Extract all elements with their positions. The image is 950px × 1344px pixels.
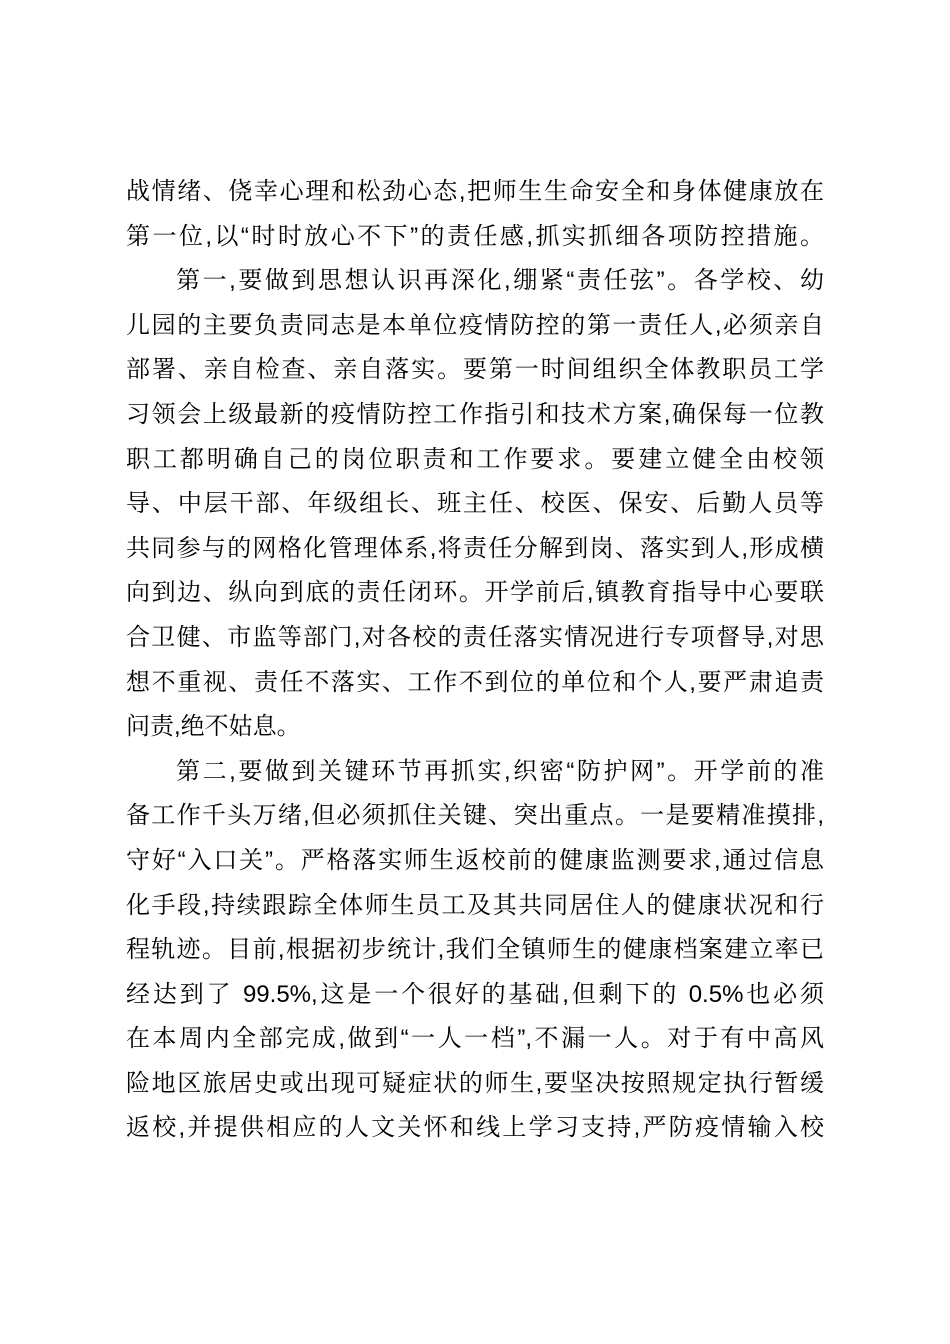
text-line: 想不重视、责任不落实、工作不到位的单位和个人,要严肃追责 (126, 668, 824, 696)
text-line: 经达到了 99.5%,这是一个很好的基础,但剩下的 0.5%也必须 (126, 980, 824, 1008)
text-line: 化手段,持续跟踪全体师生员工及其共同居住人的健康状况和行 (126, 891, 824, 919)
text-line: 习领会上级最新的疫情防控工作指引和技术方案,确保每一位教 (126, 400, 824, 428)
text-line: 第一,要做到思想认识再深化,绷紧“责任弦”。各学校、幼 (176, 267, 824, 295)
text-line: 导、中层干部、年级组长、班主任、校医、保安、后勤人员等 (126, 490, 824, 518)
text-line: 在本周内全部完成,做到“一人一档”,不漏一人。对于有中高风 (126, 1025, 824, 1053)
text-area (126, 170, 824, 1151)
text-line: 程轨迹。目前,根据初步统计,我们全镇师生的健康档案建立率已 (126, 936, 824, 964)
text-line: 合卫健、市监等部门,对各校的责任落实情况进行专项督导,对思 (126, 623, 824, 651)
text-line: 险地区旅居史或出现可疑症状的师生,要坚决按照规定执行暂缓 (126, 1069, 824, 1097)
text-line: 第一位,以“时时放心不下”的责任感,抓实抓细各项防控措施。 (126, 222, 824, 250)
text-line: 部署、亲自检查、亲自落实。要第一时间组织全体教职员工学 (126, 356, 824, 384)
text-line: 备工作千头万绪,但必须抓住关键、突出重点。一是要精准摸排, (126, 802, 824, 830)
text-line: 共同参与的网格化管理体系,将责任分解到岗、落实到人,形成横 (126, 534, 824, 562)
text-line: 守好“入口关”。严格落实师生返校前的健康监测要求,通过信息 (126, 846, 824, 874)
text-line: 向到边、纵向到底的责任闭环。开学前后,镇教育指导中心要联 (126, 579, 824, 607)
text-line: 第二,要做到关键环节再抓实,织密“防护网”。开学前的准 (176, 757, 824, 785)
text-line: 问责,绝不姑息。 (126, 713, 301, 741)
text-line: 战情绪、侥幸心理和松劲心态,把师生生命安全和身体健康放在 (126, 178, 824, 205)
text-line: 职工都明确自己的岗位职责和工作要求。要建立健全由校领 (126, 445, 824, 473)
text-line: 返校,并提供相应的人文关怀和线上学习支持,严防疫情输入校 (126, 1114, 824, 1142)
text-line: 儿园的主要负责同志是本单位疫情防控的第一责任人,必须亲自 (126, 311, 824, 339)
